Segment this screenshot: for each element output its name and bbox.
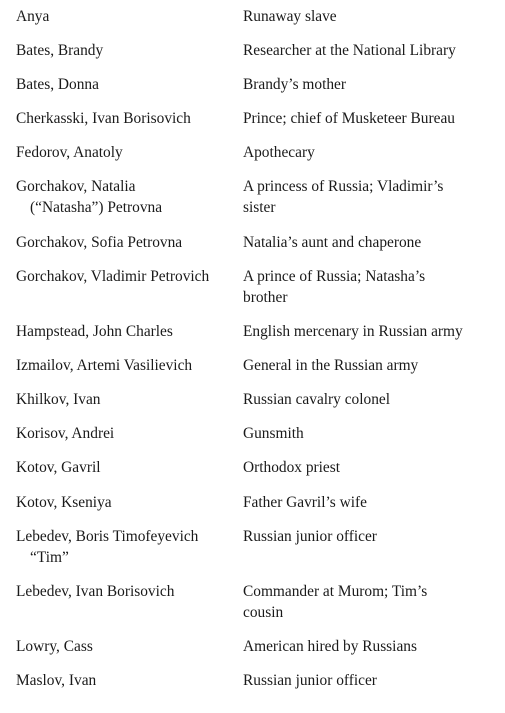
character-description-line2: cousin (243, 604, 284, 621)
character-description-line1: Commander at Murom; Tim’s (243, 583, 428, 600)
character-description: American hired by Russians (243, 638, 417, 655)
character-description (243, 581, 501, 623)
character-name: Cherkasski, Ivan Borisovich (16, 110, 191, 127)
character-description: Brandy’s mother (243, 76, 347, 93)
character-name-line1: Gorchakov, Natalia (16, 178, 136, 195)
character-description: Researcher at the National Library (243, 42, 456, 59)
character-description (243, 176, 501, 218)
character-name: Hampstead, John Charles (16, 323, 173, 340)
character-name (16, 526, 238, 568)
character-name: Maslov, Ivan (16, 672, 97, 689)
character-name: Lowry, Cass (16, 638, 93, 655)
character-description: Orthodox priest (243, 459, 341, 476)
character-name-line2: (“Natasha”) Petrovna (30, 199, 163, 216)
character-name: Izmailov, Artemi Vasilievich (16, 357, 193, 374)
character-description-line1: A prince of Russia; Natasha’s (243, 268, 426, 285)
character-name: Kotov, Gavril (16, 459, 101, 476)
character-name: Kotov, Kseniya (16, 494, 112, 511)
character-description: General in the Russian army (243, 357, 419, 374)
character-description: Russian cavalry colonel (243, 391, 391, 408)
character-name: Bates, Donna (16, 76, 99, 93)
character-name: Korisov, Andrei (16, 425, 115, 442)
character-name: Khilkov, Ivan (16, 391, 101, 408)
character-description: Runaway slave (243, 8, 337, 25)
character-description: Father Gavril’s wife (243, 494, 367, 511)
character-name: Fedorov, Anatoly (16, 144, 123, 161)
character-description-line1: A princess of Russia; Vladimir’s (243, 178, 444, 195)
character-name: Bates, Brandy (16, 42, 104, 59)
character-name: Gorchakov, Vladimir Petrovich (16, 268, 210, 285)
character-name: Anya (16, 8, 50, 25)
character-description: Russian junior officer (243, 672, 377, 689)
character-description: Russian junior officer (243, 528, 377, 545)
character-description: Apothecary (243, 144, 315, 161)
character-description: English mercenary in Russian army (243, 323, 463, 340)
character-name-line1: Lebedev, Boris Timofeyevich (16, 528, 199, 545)
character-description: Prince; chief of Musketeer Bureau (243, 110, 455, 127)
character-name: Gorchakov, Sofia Petrovna (16, 234, 183, 251)
character-description-line2: sister (243, 199, 276, 216)
character-name (16, 176, 238, 218)
character-description (243, 266, 501, 308)
character-description: Gunsmith (243, 425, 304, 442)
character-description-line2: brother (243, 289, 288, 306)
character-description: Natalia’s aunt and chaperone (243, 234, 422, 251)
character-name: Lebedev, Ivan Borisovich (16, 583, 175, 600)
character-name-line2: “Tim” (30, 549, 69, 566)
